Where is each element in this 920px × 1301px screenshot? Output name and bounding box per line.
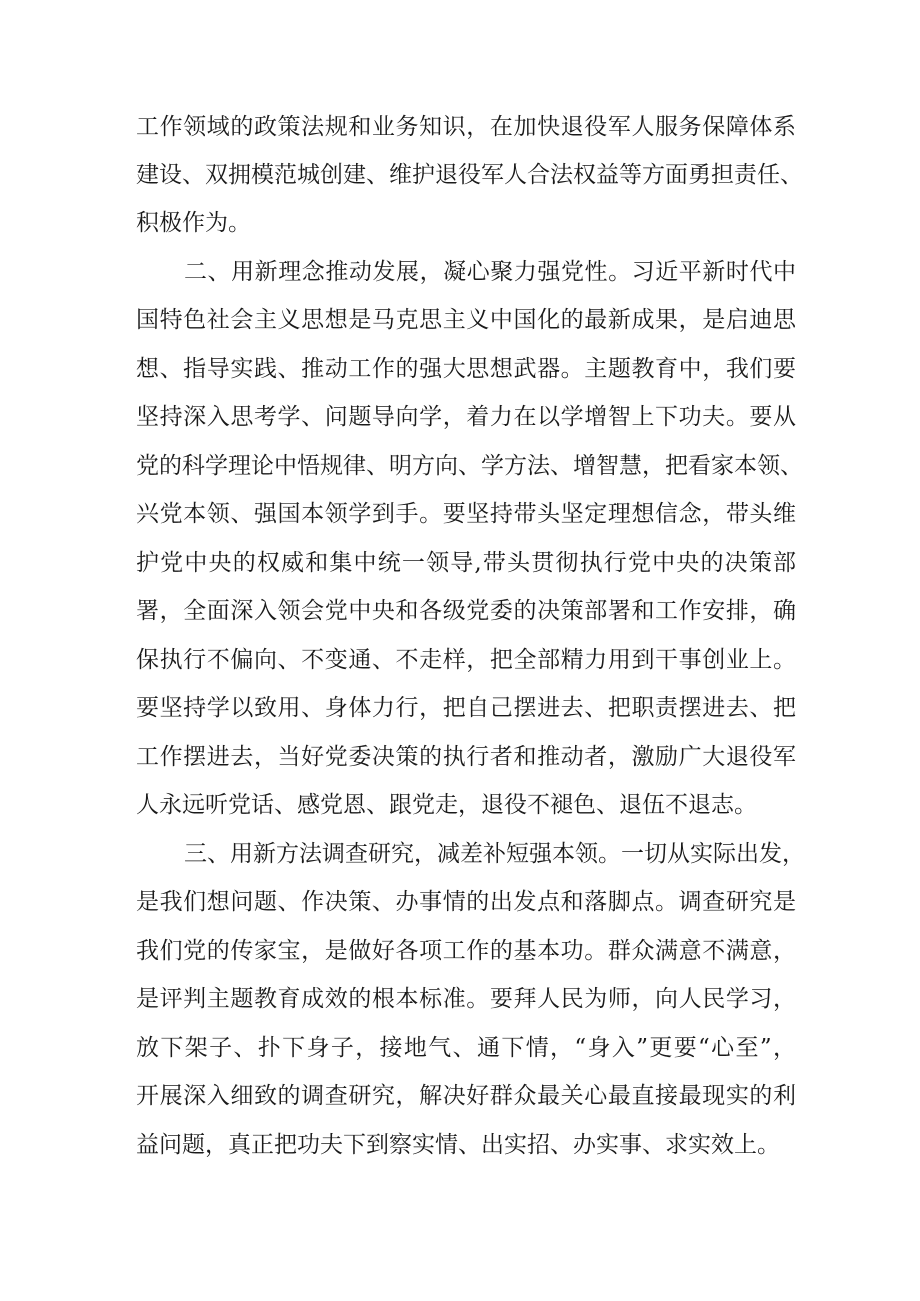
paragraph-line: 署，全面深入领会党中央和各级党委的决策部署和工作安排，确 [136, 598, 796, 624]
paragraph-line: 积极作为。 [136, 210, 251, 236]
paragraph-line: 三、用新方法调查研究，减差补短强本领。一切从实际出发， [184, 841, 805, 867]
paragraph-line: 工作领域的政策法规和业务知识，在加快退役军人服务保障体系 [136, 114, 796, 140]
paragraph-line: 保执行不偏向、不变通、不走样，把全部精力用到干事创业上。 [136, 647, 796, 673]
paragraph-line: 兴党本领、强国本领学到手。要坚持带头坚定理想信念，带头维 [136, 501, 796, 527]
paragraph-line: 开展深入细致的调查研究，解决好群众最关心最直接最现实的利 [136, 1083, 796, 1109]
paragraph-line: 是评判主题教育成效的根本标准。要拜人民为师，向人民学习， [136, 986, 796, 1012]
paragraph-line: 放下架子、扑下身子，接地气、通下情，“身入”更要“心至”， [136, 1035, 796, 1061]
paragraph-line: 我们党的传家宝，是做好各项工作的基本功。群众满意不满意， [136, 938, 796, 964]
paragraph-line: 想、指导实践、推动工作的强大思想武器。主题教育中，我们要 [136, 356, 796, 382]
paragraph-line: 建设、双拥模范城创建、维护退役军人合法权益等方面勇担责任、 [136, 162, 803, 188]
paragraph-line: 是我们想问题、作决策、办事情的出发点和落脚点。调查研究是 [136, 889, 796, 915]
paragraph-line: 益问题，真正把功夫下到察实情、出实招、办实事、求实效上。 [136, 1132, 780, 1158]
paragraph-line: 工作摆进去，当好党委决策的执行者和推动者，激励广大退役军 [136, 744, 796, 770]
paragraph-line: 国特色社会主义思想是马克思主义中国化的最新成果，是启迪思 [136, 307, 796, 333]
paragraph-line: 护党中央的权威和集中统一领导,带头贯彻执行党中央的决策部 [136, 550, 796, 576]
paragraph-line: 二、用新理念推动发展，凝心聚力强党性。习近平新时代中 [184, 259, 796, 285]
paragraph-line: 人永远听党话、感党恩、跟党走，退役不褪色、退伍不退志。 [136, 792, 757, 818]
paragraph-line: 党的科学理论中悟规律、明方向、学方法、增智慧，把看家本领、 [136, 453, 803, 479]
paragraph-line: 要坚持学以致用、身体力行，把自己摆进去、把职责摆进去、把 [136, 695, 796, 721]
paragraph-line: 坚持深入思考学、问题导向学，着力在以学增智上下功夫。要从 [136, 404, 796, 430]
